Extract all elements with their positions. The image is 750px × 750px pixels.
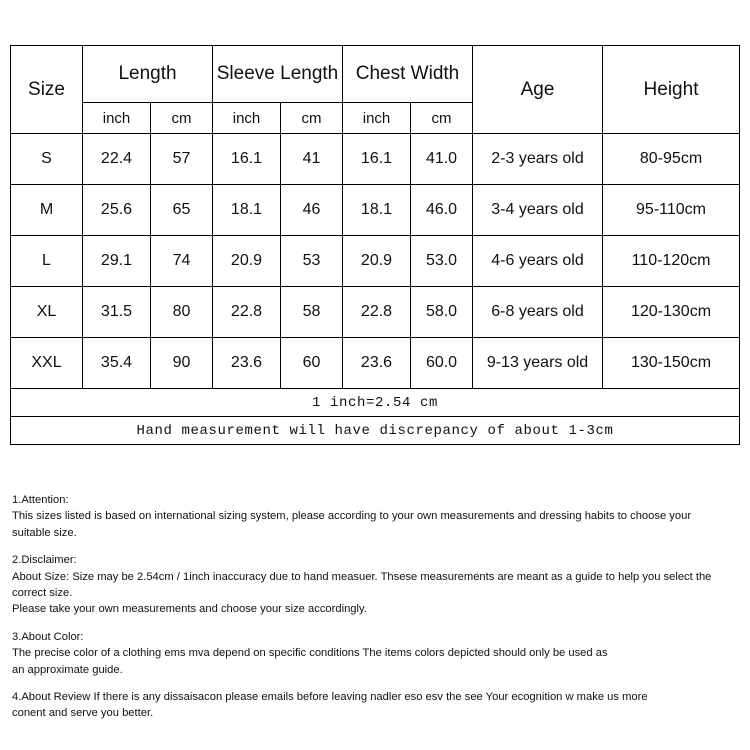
cell-size: L <box>11 236 83 287</box>
cell-age: 3-4 years old <box>473 185 603 236</box>
cell-sleeve-cm: 53 <box>281 236 343 287</box>
table-row <box>11 236 740 287</box>
cell-sleeve-cm: 46 <box>281 185 343 236</box>
subheader-chest-inch: inch <box>343 103 411 134</box>
measurement-note: Hand measurement will have discrepancy of about 1-3cm <box>11 417 740 445</box>
cell-sleeve-cm: 58 <box>281 287 343 338</box>
note-disclaimer-title: 2.Disclaimer: <box>12 554 77 567</box>
cell-chest-inch: 18.1 <box>343 185 411 236</box>
cell-age: 6-8 years old <box>473 287 603 338</box>
cell-chest-inch: 16.1 <box>343 134 411 185</box>
note-review <box>12 689 728 722</box>
table-row <box>11 338 740 389</box>
cell-sleeve-cm: 60 <box>281 338 343 389</box>
size-chart-table-container <box>10 45 740 445</box>
conversion-note-row <box>11 389 740 417</box>
notes-section <box>12 492 728 722</box>
measurement-note-row <box>11 417 740 445</box>
cell-chest-cm: 58.0 <box>411 287 473 338</box>
cell-sleeve-inch: 22.8 <box>213 287 281 338</box>
note-color <box>12 629 728 678</box>
cell-chest-cm: 60.0 <box>411 338 473 389</box>
table-row <box>11 287 740 338</box>
cell-length-cm: 74 <box>151 236 213 287</box>
cell-height: 110-120cm <box>603 236 740 287</box>
cell-chest-inch: 23.6 <box>343 338 411 389</box>
cell-sleeve-inch: 20.9 <box>213 236 281 287</box>
subheader-chest-cm: cm <box>411 103 473 134</box>
note-color-title: 3.About Color: <box>12 630 84 643</box>
cell-height: 120-130cm <box>603 287 740 338</box>
cell-length-inch: 25.6 <box>83 185 151 236</box>
header-length: Length <box>83 46 213 103</box>
note-disclaimer <box>12 552 728 618</box>
header-age: Age <box>473 46 603 134</box>
note-attention-body: This sizes listed is based on international sizing system, please according to your own measurements and dressing habits to choose your suitable size. <box>12 510 692 539</box>
cell-height: 95-110cm <box>603 185 740 236</box>
size-chart-table <box>10 45 740 445</box>
cell-length-cm: 90 <box>151 338 213 389</box>
table-row <box>11 185 740 236</box>
conversion-note: 1 inch=2.54 cm <box>11 389 740 417</box>
cell-size: M <box>11 185 83 236</box>
subheader-sleeve-cm: cm <box>281 103 343 134</box>
note-review-body-2: conent and serve you better. <box>12 707 154 720</box>
cell-length-inch: 22.4 <box>83 134 151 185</box>
table-row <box>11 134 740 185</box>
cell-sleeve-inch: 18.1 <box>213 185 281 236</box>
cell-length-inch: 29.1 <box>83 236 151 287</box>
header-height: Height <box>603 46 740 134</box>
subheader-length-inch: inch <box>83 103 151 134</box>
note-review-body-1: 4.About Review If there is any dissaisacon please emails before leaving nadler eso esv the see Your ecognition w make us more <box>12 691 648 704</box>
cell-size: S <box>11 134 83 185</box>
header-size: Size <box>11 46 83 134</box>
cell-age: 9-13 years old <box>473 338 603 389</box>
cell-length-inch: 35.4 <box>83 338 151 389</box>
cell-age: 2-3 years old <box>473 134 603 185</box>
cell-chest-inch: 20.9 <box>343 236 411 287</box>
cell-length-cm: 57 <box>151 134 213 185</box>
note-color-body-2: an approximate guide. <box>12 663 123 676</box>
cell-chest-cm: 46.0 <box>411 185 473 236</box>
note-disclaimer-body-2: Please take your own measurements and choose your size accordingly. <box>12 603 367 616</box>
cell-height: 130-150cm <box>603 338 740 389</box>
header-chest-width: Chest Width <box>343 46 473 103</box>
cell-sleeve-cm: 41 <box>281 134 343 185</box>
cell-length-cm: 80 <box>151 287 213 338</box>
note-disclaimer-body-1: About Size: Size may be 2.54cm / 1inch inaccuracy due to hand measuer. Thsese measurements are meant as a guide to help you select the correct size. <box>12 570 712 600</box>
cell-height: 80-95cm <box>603 134 740 185</box>
note-attention <box>12 492 728 541</box>
cell-sleeve-inch: 16.1 <box>213 134 281 185</box>
subheader-length-cm: cm <box>151 103 213 134</box>
cell-size: XL <box>11 287 83 338</box>
cell-age: 4-6 years old <box>473 236 603 287</box>
cell-sleeve-inch: 23.6 <box>213 338 281 389</box>
cell-chest-cm: 53.0 <box>411 236 473 287</box>
cell-length-cm: 65 <box>151 185 213 236</box>
table-header-row <box>11 46 740 103</box>
cell-size: XXL <box>11 338 83 389</box>
note-attention-title: 1.Attention: <box>12 494 69 506</box>
header-sleeve-length: Sleeve Length <box>213 46 343 103</box>
cell-chest-cm: 41.0 <box>411 134 473 185</box>
cell-chest-inch: 22.8 <box>343 287 411 338</box>
note-color-body-1: The precise color of a clothing ems mva depend on specific conditions The items colors depicted should only be used as <box>12 647 608 660</box>
cell-length-inch: 31.5 <box>83 287 151 338</box>
subheader-sleeve-inch: inch <box>213 103 281 134</box>
